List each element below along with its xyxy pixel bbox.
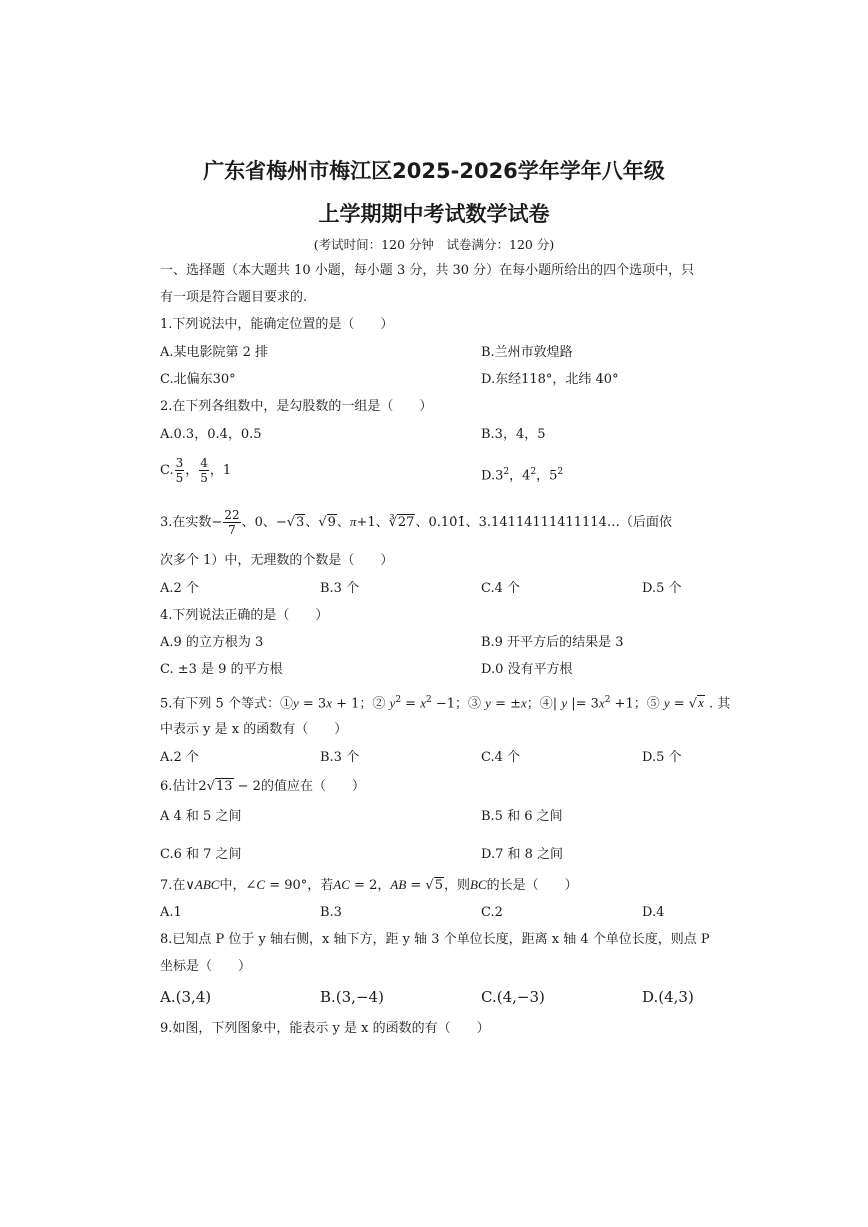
q6-stem: 6.估计2√13 − 2的值应在（ ）	[160, 779, 365, 794]
q8-option-d: D.(4,3)	[642, 988, 694, 1006]
q2-option-c: C. $\frac{3}{5}$ ， $\frac{4}{5}$ ，1	[160, 456, 232, 485]
q1-stem: 1.下列说法中，能确定位置的是（ ）	[160, 317, 394, 332]
q3-stem: 3.在实数− $\frac{22}{7}$ 、0、−√3、√9、π+1、∛27、0.10̇1̇、3.14114111411114…（后面依	[160, 508, 672, 537]
q9-stem: 9.如图，下列图象中，能表示 y 是 x 的函数的有（ ）	[160, 1021, 490, 1036]
exam-info: (考试时间：120 分钟 试卷满分：120 分)	[313, 237, 555, 252]
q4-option-b: B.9 开平方后的结果是 3	[481, 635, 624, 650]
q7-option-c: C.2	[481, 905, 503, 920]
q6-option-b: B.5 和 6 之间	[481, 809, 563, 824]
q3-option-d: D.5 个	[642, 581, 682, 596]
q6-option-a: A 4 和 5 之间	[160, 809, 242, 824]
q4-option-d: D.0 没有平方根	[481, 662, 573, 677]
q8-stem: 8.已知点 P 位于 y 轴右侧，x 轴下方，距 y 轴 3 个单位长度，距离 x 轴 4 个单位长度，则点 P	[160, 932, 710, 947]
exam-title-line2: 上学期期中考试数学试卷	[318, 202, 550, 226]
q5-option-b: B.3 个	[320, 750, 360, 765]
q7-option-a: A.1	[160, 905, 182, 920]
q1-option-b: B.兰州市敦煌路	[481, 345, 573, 360]
q7-stem: 7.在∨ABC中，∠C = 90°，若AC = 2，AB = √5，则BC的长是（ ）	[160, 877, 578, 893]
q2-option-b: B.3，4，5	[481, 427, 546, 442]
q1-option-d: D.东经118°，北纬 40°	[481, 372, 619, 387]
q8-option-b: B.(3,−4)	[320, 988, 384, 1006]
q5-stem: 5.有下列 5 个等式：①y = 3x + 1；② $y^2 = x^2 -1$；③ y = ±x；④| y |= $3x^2 +1$；⑤ y = √x . 其	[160, 695, 731, 712]
q2-option-a: A.0.3，0.4，0.5	[160, 427, 262, 442]
q8-stem-line2: 坐标是（ ）	[160, 959, 252, 974]
q6-option-c: C.6 和 7 之间	[160, 847, 242, 862]
exam-title-line1: 广东省梅州市梅江区2025-2026学年学年八年级	[203, 159, 665, 183]
q7-option-d: D.4	[642, 905, 665, 920]
q4-option-c: C. ±3 是 9 的平方根	[160, 662, 283, 677]
q8-option-c: C.(4,−3)	[481, 988, 545, 1006]
q5-option-d: D.5 个	[642, 750, 682, 765]
q8-option-a: A.(3,4)	[160, 988, 212, 1006]
q3-stem-line2: 次多个 1）中，无理数的个数是（ ）	[160, 553, 394, 568]
q4-stem: 4.下列说法正确的是（ ）	[160, 608, 329, 623]
q6-option-d: D.7 和 8 之间	[481, 847, 564, 862]
q3-option-c: C.4 个	[481, 581, 521, 596]
q1-option-c: C.北偏东30°	[160, 372, 236, 387]
section-intro-b: 有一项是符合题目要求的.	[160, 290, 308, 305]
q5-option-c: C.4 个	[481, 750, 521, 765]
q3-option-b: B.3 个	[320, 581, 360, 596]
section-intro-a: 一、选择题（本大题共 10 小题，每小题 3 分，共 30 分）在每小题所给出的四个选项中，只	[160, 263, 695, 278]
q3-option-a: A.2 个	[160, 581, 199, 596]
q2-option-d: $D.3^2$，$4^2$，$5^2$	[481, 467, 564, 484]
q2-stem: 2.在下列各组数中，是勾股数的一组是（ ）	[160, 399, 433, 414]
q5-option-a: A.2 个	[160, 750, 199, 765]
q4-option-a: A.9 的立方根为 3	[160, 635, 264, 650]
q7-option-b: B.3	[320, 905, 342, 920]
q1-option-a: A.某电影院第 2 排	[160, 345, 269, 360]
q5-stem-line2: 中表示 y 是 x 的函数有（ ）	[160, 722, 348, 737]
